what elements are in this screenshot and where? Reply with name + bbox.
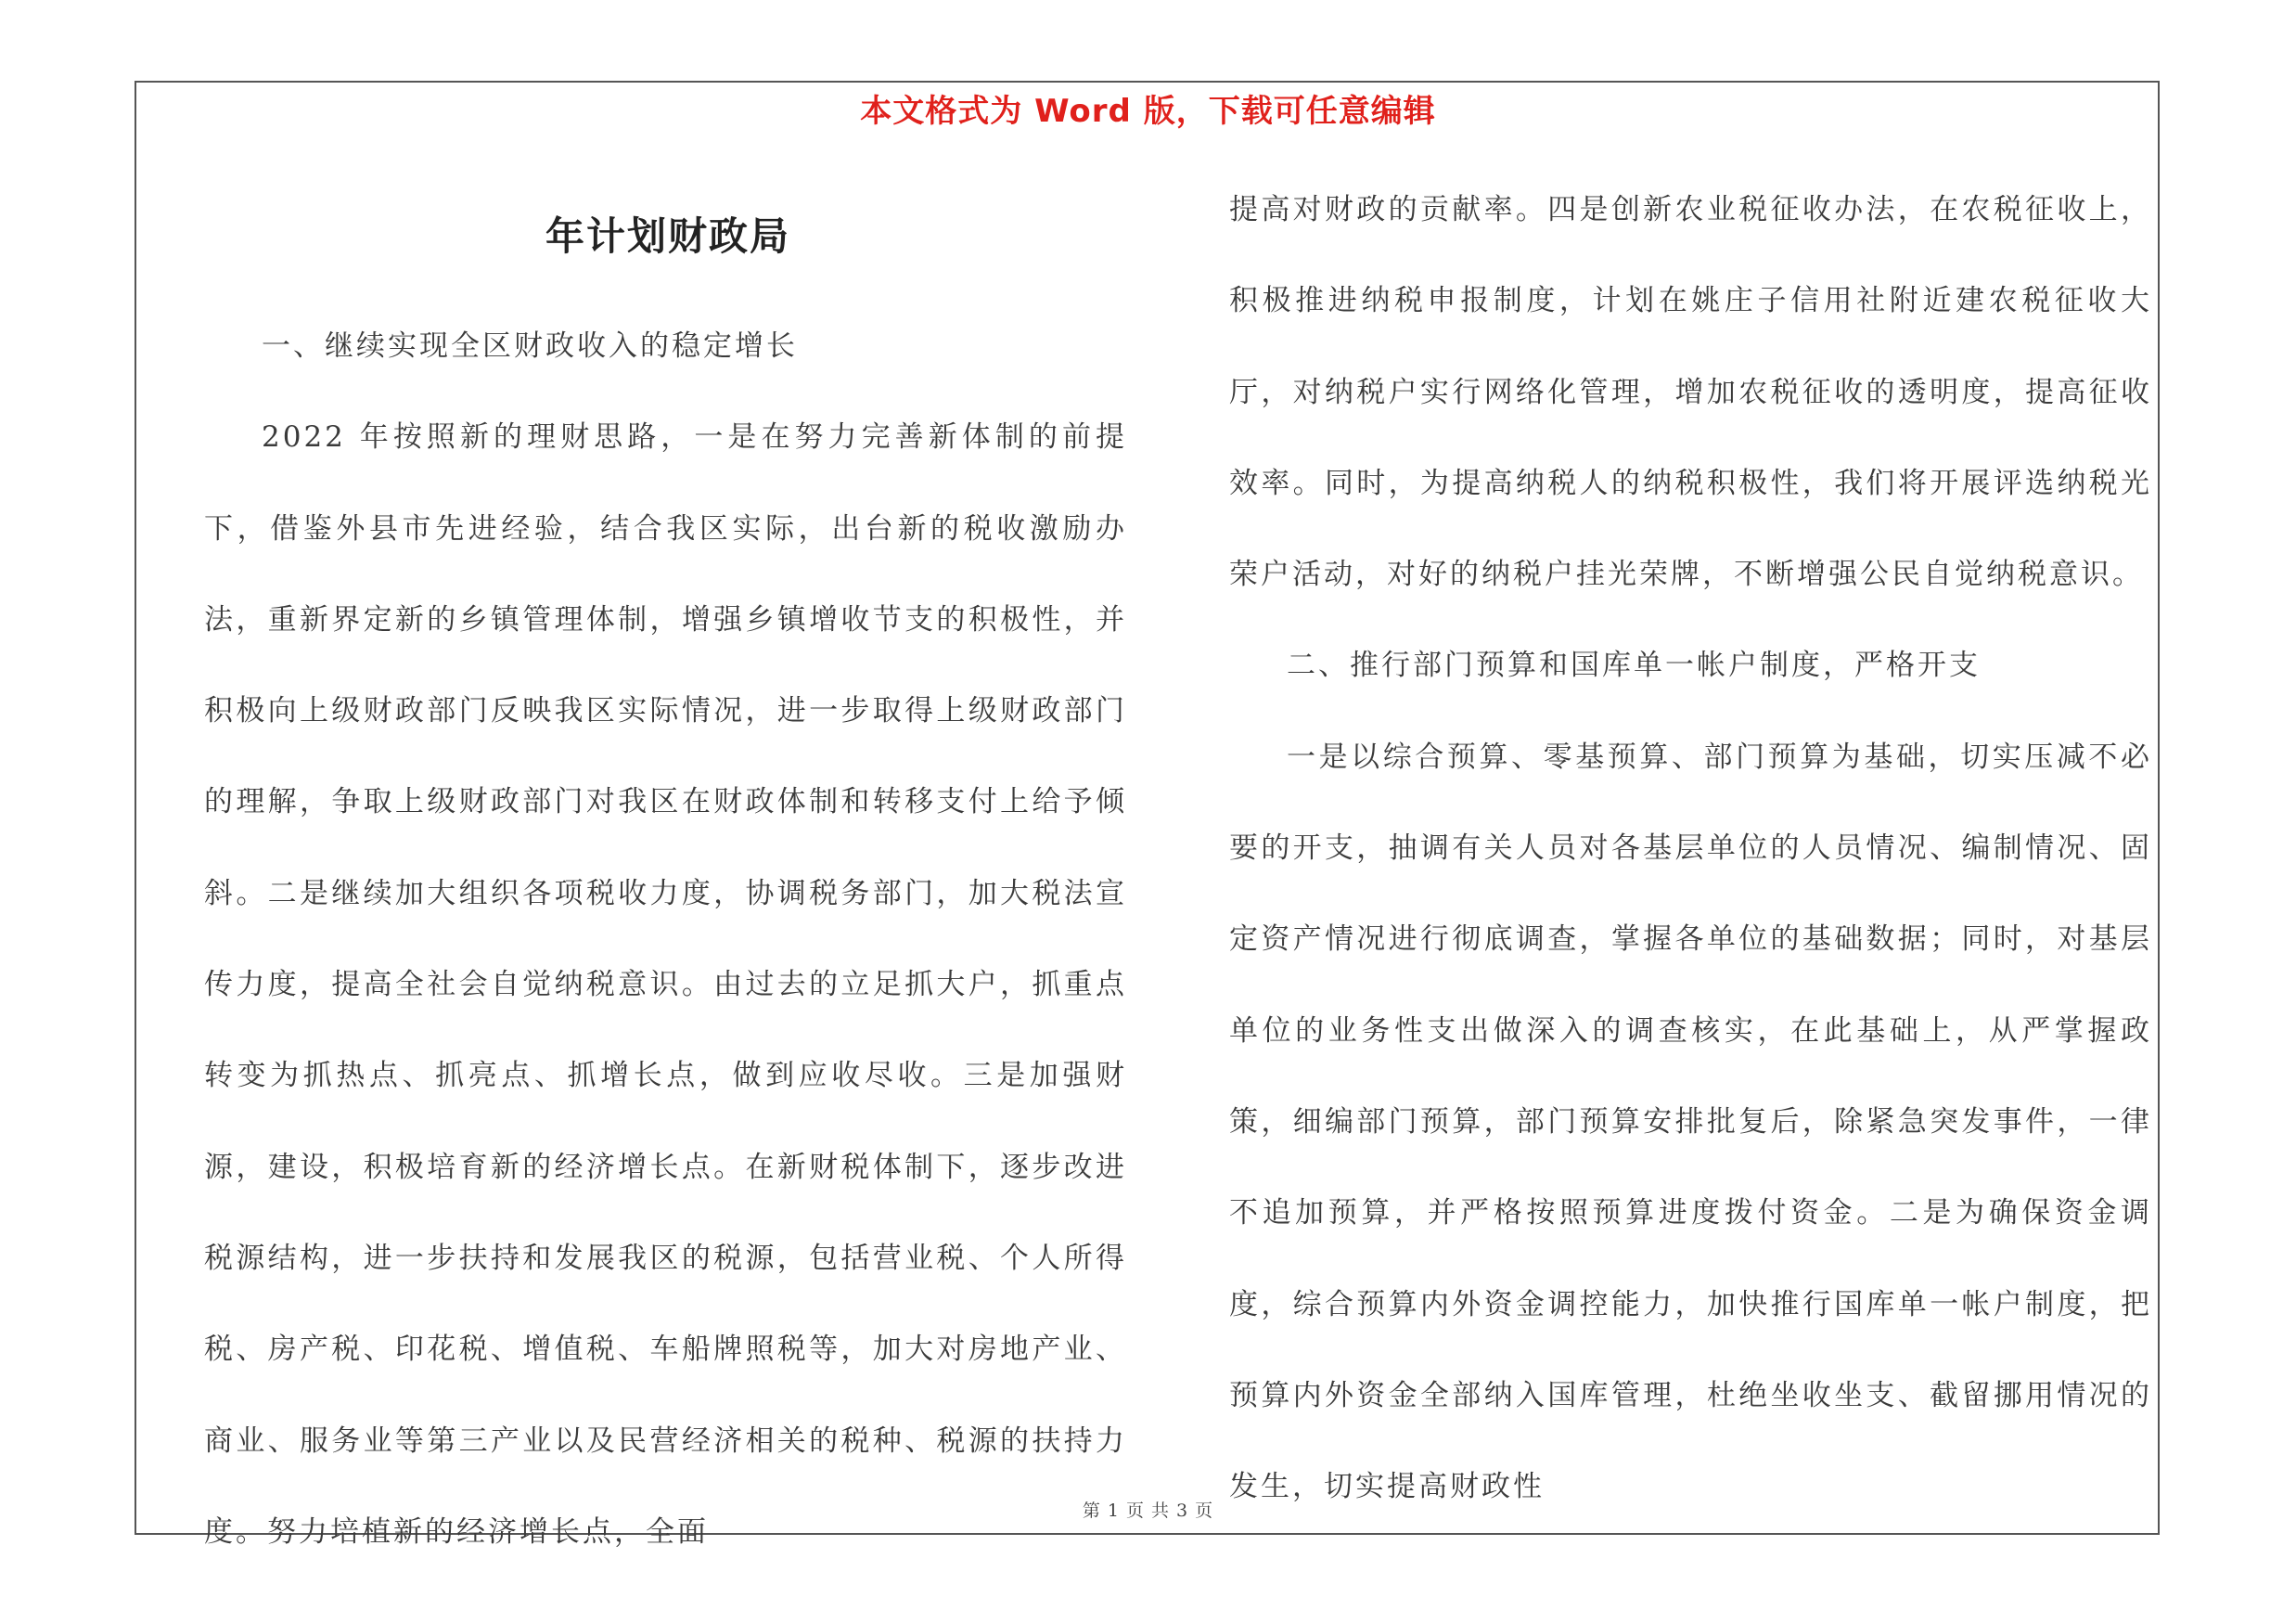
word-format-banner: 本文格式为 Word 版，下载可任意编辑 (860, 93, 1436, 130)
paragraph-1: 2022 年按照新的理财思路，一是在努力完善新体制的前提下，借鉴外县市先进经验，结合我区实际，出台新的税收激励办法，重新界定新的乡镇管理体制，增强乡镇增收节支的积极性，并积极向上级财政部门反映我区实际情况，进一步取得上级财政部门的理解，争取上级财政部门对我区在财政体制和转移支付上给予倾斜。二是继续加大组织各项税收力度，协调税务部门，加大税法宣传力度，提高全社会自觉纳税意识。由过去的立足抓大户，抓重点转变为抓热点、抓亮点、抓增长点，做到应收尽收。三是加强财源，建设，积极培育新的经济增长点。在新财税体制下，逐步改进税源结构，进一步扶持和发展我区的税源，包括营业税、个人所得税、房产税、印花税、增值税、车船牌照税等，加大对房地产业、商业、服务业等第三产业以及民营经济相关的税种、税源的扶持力度。努力培植新的经济增长点，全面 (204, 420, 1127, 1549)
document-title: 年计划财政局 (545, 213, 790, 259)
page-number: 第 1 页 共 3 页 (1082, 1501, 1214, 1521)
section-heading-2: 二、推行部门预算和国库单一帐户制度，严格开支 (1287, 649, 1981, 683)
left-column (204, 301, 1127, 1578)
paragraph-1-continued: 提高对财政的贡献率。四是创新农业税征收办法，在农税征收上，积极推进纳税申报制度，计划在姚庄子信用社附近建农税征收大厅，对纳税户实行网络化管理，增加农税征收的透明度，提高征收效率。同时，为提高纳税人的纳税积极性，我们将开展评选纳税光荣户活动，对好的纳税户挂光荣牌，不断增强公民自觉纳税意识。 (1229, 193, 2152, 592)
section-heading-1: 一、继续实现全区财政收入的稳定增长 (262, 329, 798, 363)
paragraph-2: 一是以综合预算、零基预算、部门预算为基础，切实压减不必要的开支，抽调有关人员对各基层单位的人员情况、编制情况、固定资产情况进行彻底调查，掌握各单位的基础数据；同时，对基层单位的业务性支出做深入的调查核实，在此基础上，从严掌握政策，细编部门预算，部门预算安排批复后，除紧急突发事件，一律不追加预算，并严格按照预算进度拨付资金。二是为确保资金调度，综合预算内外资金调控能力，加快推行国库单一帐户制度，把预算内外资金全部纳入国库管理，杜绝坐收坐支、截留挪用情况的发生，切实提高财政性 (1229, 740, 2152, 1504)
right-column (1229, 164, 2152, 1532)
